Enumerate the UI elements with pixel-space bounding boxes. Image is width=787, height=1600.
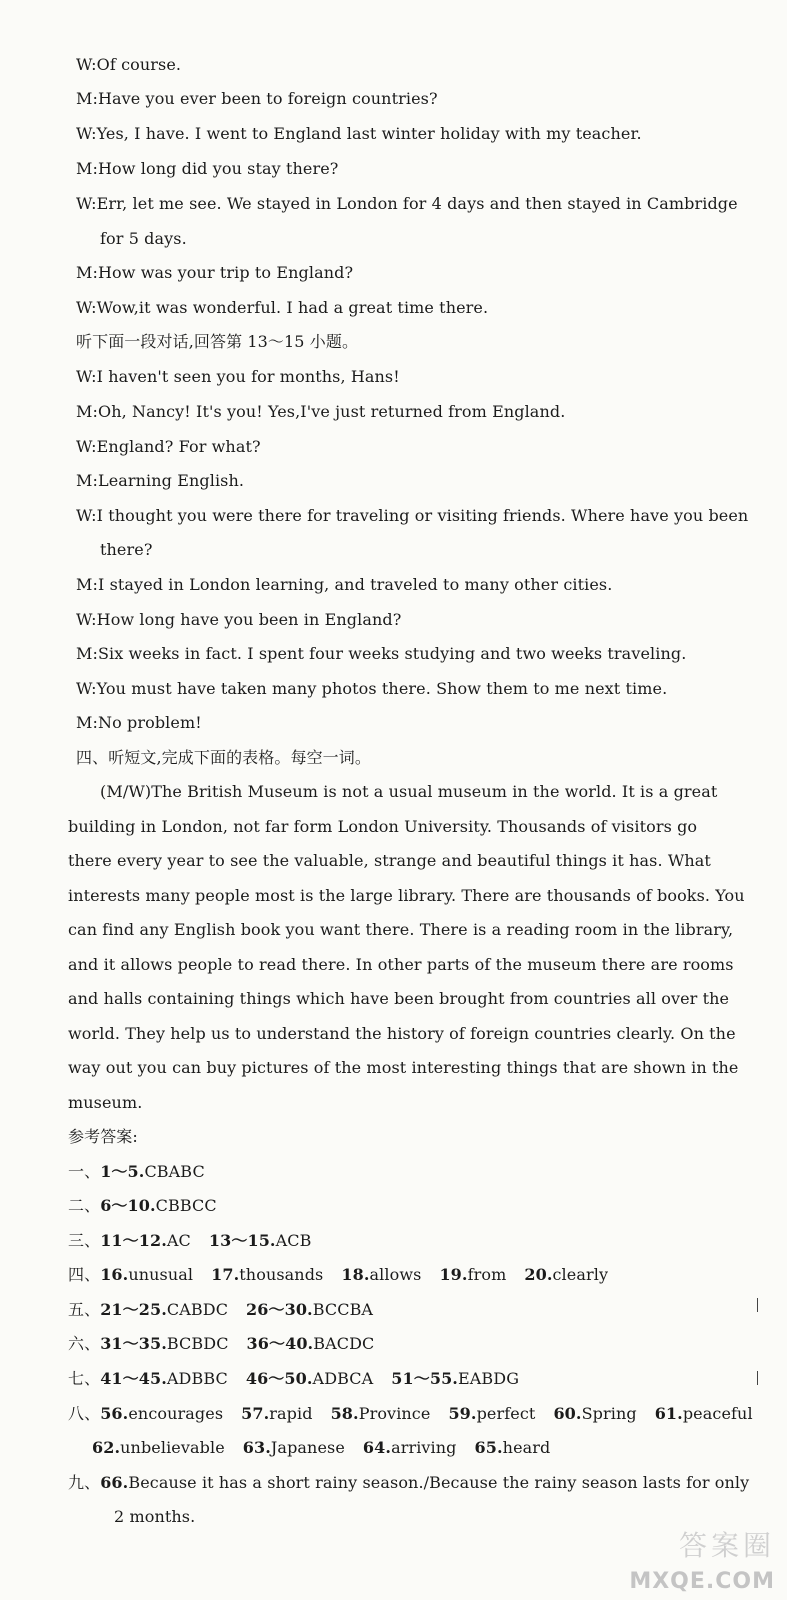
- dialogue-line: there?: [100, 540, 153, 559]
- answer-number: 64.: [362, 1438, 392, 1457]
- answer-text: CABDC: [166, 1300, 229, 1319]
- answer-row: [68, 1369, 519, 1389]
- answer-text: unbelievable: [120, 1438, 225, 1457]
- answer-number: 21～25.: [100, 1300, 167, 1319]
- answer-row: [92, 1438, 550, 1458]
- dialogue-line: M:Six weeks in fact. I spent four weeks studying and two weeks traveling.: [76, 644, 687, 663]
- dialogue-line: W:Wow,it was wonderful. I had a great time there.: [76, 298, 489, 317]
- answer-text: AC: [166, 1231, 191, 1250]
- dialogue-line: M:I stayed in London learning, and traveled to many other cities.: [76, 575, 613, 594]
- answer-row: [68, 1162, 205, 1182]
- answer-text: CBABC: [144, 1162, 205, 1181]
- dialogue-line: M:Learning English.: [76, 471, 245, 490]
- answer-text: rapid: [269, 1404, 313, 1423]
- answer-row: [68, 1473, 749, 1493]
- answer-text: perfect: [476, 1404, 536, 1423]
- answer-text: allows: [369, 1265, 422, 1284]
- answer-prefix: 一、: [68, 1162, 101, 1181]
- dialogue-line: W:You must have taken many photos there. Show them to me next time.: [76, 679, 668, 698]
- answer-number: 26～30.: [246, 1300, 313, 1319]
- answer-text: clearly: [552, 1265, 609, 1284]
- dialogue-line: M:Have you ever been to foreign countries?: [76, 89, 438, 108]
- answer-prefix: 四、: [68, 1265, 101, 1284]
- answer-prefix: 九、: [68, 1473, 101, 1492]
- answer-text: ADBBC: [166, 1369, 228, 1388]
- answer-number: 46～50.: [245, 1369, 313, 1388]
- answer-text: BCCBA: [312, 1300, 374, 1319]
- answers-heading: 参考答案:: [68, 1127, 138, 1146]
- answer-text: unusual: [128, 1265, 194, 1284]
- answer-number: 66.: [100, 1473, 129, 1492]
- answer-text: Japanese: [270, 1438, 345, 1457]
- answer-row: [68, 1334, 374, 1354]
- dialogue-line: W:I haven't seen you for months, Hans!: [76, 367, 400, 386]
- answer-prefix: 八、: [68, 1404, 101, 1423]
- passage-line: there every year to see the valuable, strange and beautiful things it has. What: [68, 851, 711, 870]
- answer-row: [68, 1231, 311, 1251]
- answer-number: 51～55.: [391, 1369, 458, 1388]
- dialogue-line: W:Of course.: [76, 55, 182, 74]
- passage-line: and it allows people to read there. In other parts of the museum there are rooms: [68, 955, 734, 974]
- dialogue-line: M:How long did you stay there?: [76, 159, 339, 178]
- section-instruction: 听下面一段对话,回答第 13～15 小题。: [76, 332, 359, 351]
- answer-text: arriving: [391, 1438, 457, 1457]
- passage-line: museum.: [68, 1093, 143, 1112]
- answer-number: 17.: [211, 1265, 240, 1284]
- answer-text: peaceful: [682, 1404, 753, 1423]
- answer-number: 13～15.: [208, 1231, 276, 1250]
- answer-row: [68, 1196, 217, 1216]
- passage-line: and halls containing things which have been brought from countries all over the: [68, 989, 730, 1008]
- dialogue-line: W:Err, let me see. We stayed in London for 4 days and then stayed in Cambridge: [76, 194, 738, 213]
- answer-number: 59.: [448, 1404, 477, 1423]
- passage-line: way out you can buy pictures of the most interesting things that are shown in the: [68, 1058, 739, 1077]
- watermark-domain: MXQE.COM: [629, 1569, 775, 1594]
- margin-mark: [757, 1371, 758, 1385]
- answer-row: [68, 1300, 373, 1320]
- answer-number: 6～10.: [100, 1196, 156, 1215]
- answer-number: 20.: [524, 1265, 553, 1284]
- passage-line: world. They help us to understand the history of foreign countries clearly. On the: [68, 1024, 736, 1043]
- answer-text: thousands: [239, 1265, 324, 1284]
- section-heading: 四、听短文,完成下面的表格。每空一词。: [76, 748, 371, 767]
- passage-line: building in London, not far form London University. Thousands of visitors go: [68, 817, 698, 836]
- answer-number: 18.: [341, 1265, 370, 1284]
- dialogue-line: for 5 days.: [100, 229, 187, 248]
- answer-row: [68, 1404, 753, 1424]
- answer-text: from: [467, 1265, 507, 1284]
- dialogue-line: W:I thought you were there for traveling or visiting friends. Where have you been: [76, 506, 749, 525]
- answer-text: BACDC: [313, 1334, 375, 1353]
- answer-number: 31～35.: [100, 1334, 167, 1353]
- answer-text: Spring: [581, 1404, 637, 1423]
- answer-number: 65.: [474, 1438, 503, 1457]
- answer-prefix: 三、: [68, 1231, 101, 1250]
- answer-number: 62.: [92, 1438, 121, 1457]
- answer-prefix: 七、: [68, 1369, 101, 1388]
- margin-mark: [757, 1298, 758, 1312]
- answer-number: 61.: [654, 1404, 683, 1423]
- answer-text: ADBCA: [312, 1369, 374, 1388]
- dialogue-line: M:Oh, Nancy! It's you! Yes,I've just returned from England.: [76, 402, 566, 421]
- answer-number: 60.: [553, 1404, 582, 1423]
- dialogue-line: W:Yes, I have. I went to England last winter holiday with my teacher.: [76, 124, 642, 143]
- dialogue-line: M:How was your trip to England?: [76, 263, 354, 282]
- answer-number: 58.: [330, 1404, 359, 1423]
- answer-number: 1～5.: [100, 1162, 145, 1181]
- answer-text: ACB: [275, 1231, 312, 1250]
- passage-line: can find any English book you want there. There is a reading room in the library,: [68, 920, 734, 939]
- answer-row: [68, 1265, 608, 1285]
- answer-number: 57.: [241, 1404, 270, 1423]
- answer-number: 36～40.: [246, 1334, 314, 1353]
- answer-number: 56.: [100, 1404, 129, 1423]
- answer-prefix: 二、: [68, 1196, 101, 1215]
- answer-number: 19.: [439, 1265, 468, 1284]
- dialogue-line: M:No problem!: [76, 713, 202, 732]
- passage-line: (M/W)The British Museum is not a usual museum in the world. It is a great: [100, 782, 718, 801]
- answer-number: 63.: [242, 1438, 271, 1457]
- answer-prefix: 五、: [68, 1300, 101, 1319]
- answer-text: heard: [502, 1438, 551, 1457]
- watermark-logo-text: 答案圈: [678, 1529, 775, 1562]
- answer-text: Province: [358, 1404, 431, 1423]
- dialogue-line: W:How long have you been in England?: [76, 610, 402, 629]
- answer-text: BCBDC: [166, 1334, 229, 1353]
- answer-text: EABDG: [457, 1369, 520, 1388]
- answer-number: 11～12.: [100, 1231, 167, 1250]
- answer-text: Because it has a short rainy season./Because the rainy season lasts for only: [128, 1473, 750, 1492]
- answer-number: 41～45.: [100, 1369, 167, 1388]
- answer-text: CBBCC: [155, 1196, 217, 1215]
- answer-text: encourages: [128, 1404, 224, 1423]
- answer-continuation: 2 months.: [114, 1507, 196, 1526]
- answer-prefix: 六、: [68, 1334, 101, 1353]
- dialogue-line: W:England? For what?: [76, 437, 261, 456]
- answer-number: 16.: [100, 1265, 129, 1284]
- passage-line: interests many people most is the large library. There are thousands of books. You: [68, 886, 745, 905]
- watermark-logo: [609, 1522, 779, 1594]
